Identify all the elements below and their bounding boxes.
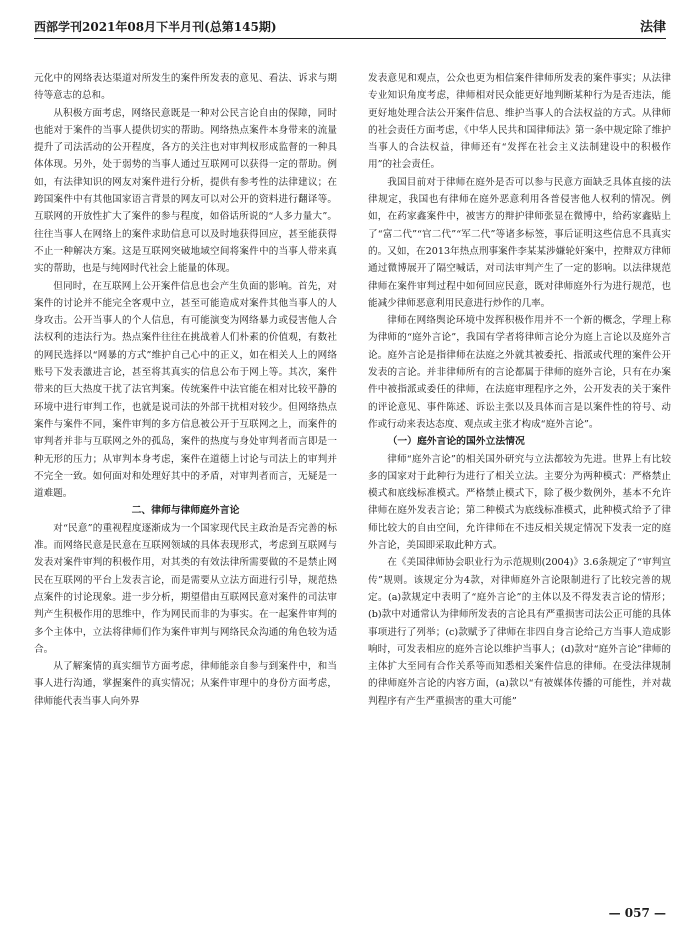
right-column xyxy=(368,70,671,710)
journal-title: 西部学刊2021年08月下半月刊(总第145期) xyxy=(34,20,277,34)
left-column xyxy=(34,70,337,710)
page-header xyxy=(34,14,666,39)
paragraph: 元化中的网络表达渠道对所发生的案件所发表的意见、看法、诉求与期待等意志的总和。 xyxy=(34,73,337,102)
paragraph: 律师在网络舆论环境中发挥积极作用并不一个新的概念，学理上称为律师的“庭外言论”，我国有学者将律师言论分为庭上言论以及庭外言论。庭外言论是指律师在法庭之外就其被委托、指派或代理的案件公开发表的言论。并非律师所有的言论都属于律师的庭外言论，只有在办案件中被指派或委任的律师，在法庭审理程序之外，公开发表的关于案件的评论意见、事件陈述、诉讼主张以及具体而言是以案件性的符号、动作或行动来表达态度、观点或主张才构成“庭外言论”。 xyxy=(368,315,671,430)
subsection-heading: （一）庭外言论的国外立法情况 xyxy=(387,436,525,448)
paragraph: 从积极方面考虑，网络民意既是一种对公民言论自由的保障，同时也能对于案件的当事人提供切实的帮助。网络热点案件本身带来的流量提升了司法活动的公开程度，各方的关注也对审判权形成监督的一种具体体现。另外，处于弱势的当事人通过互联网可以获得一定的帮助。例如，有法律知识的网友对案件进行分析，提供有参考性的法律建议；在跨国案件中有其他国家语言背景的网友可以对公开的资料进行翻译等。互联网的开放性扩大了案件的参与程度，如俗话所说的“人多力量大”。往往当事人在网络上的案件求助信息可以及时地获得回应，甚至能获得不止一种解决方案。这是互联网突破地域空间将案件中的当事人带来真实的帮助，也是与纯网时代社会上能量的体现。 xyxy=(34,107,337,275)
page-number: — 057 — xyxy=(608,906,666,920)
paragraph: 在《美国律师协会职业行为示范规则(2004)》3.6条规定了“审判宣传”规则。该规定分为4款，对律师庭外言论限制进行了比较完善的规定。(a)款规定中表明了“庭外言论”的主体以及不得发表言论的情形；(b)款中对通常认为律师所发表的言论具有严重损害司法公正可能的具体事项进行了列举；(c)款赋予了律师在非四自身言论给己方当事人造成影响时，可发表相应的庭外言论以维护当事人；(d)款对“庭外言论”律师的主体扩大至同有合作关系等而知悉相关案件信息的律师。在受法律规制的律师庭外言论的内容方面，(a)款以“有被媒体传播的可能性，并对裁判程序有产生严重损害的重大可能” xyxy=(368,557,671,707)
section-heading: 二、律师与律师庭外言论 xyxy=(131,505,240,517)
section-label: 法律 xyxy=(639,20,666,35)
paragraph: 从了解案情的真实细节方面考虑，律师能亲自参与到案件中，和当事人进行沟通，掌握案件的真实情况；从案件审理中的身份方面考虑，律师能代表当事人向外界 xyxy=(34,661,337,707)
paragraph: 我国目前对于律师在庭外是否可以参与民意方面缺乏具体直接的法律规定，我国也有律师在庭外恶意利用各普侵害他人权利的情况。例如，在药家鑫案件中，被害方的辩护律师张显在微博中，给药家鑫贴上了“富二代”“官二代”“军二代”等诸多标签，事后证明这些信息不具真实的。又如，在2013年热点刑事案件李某某涉嫌轮奸案中，控辩双方律师通过微博展开了隔空喊话，对司法审判产生了一定的影响。以法律规范律师在案件审判过程中如何回应民意，既对律师庭外行为进行规范，也能减少律师恶意利用民意进行炒作的几率。 xyxy=(368,176,671,309)
paragraph: 但同时，在互联网上公开案件信息也会产生负面的影响。首先，对案件的讨论并不能完全客观中立，甚至可能造成对案件其他当事人的人身攻击。公开当事人的个人信息，有可能演变为网络暴力或侵害他人合法权利的违法行为。热点案件往往在挑战着人们朴素的价值观，有数社的网民选择以“网暴的方式”维护自己心中的正义，如在相关人上的网络账号下发表激进言论，甚至将其真实的信息公布于网上等。其次，案件带来的巨大热度干扰了法官判案。传统案件中法官能在相对比较平静的环境中进行审判工作，也就是说司法的外部干扰相对较少。但网络热点案件与案件不同，案件审判的多方信息被公开于互联网之上，而案件的审判者并非与互联网之外的孤岛，案件的热度与身处审判者而言即是一种无形的压力；从审判本身考虑，案件在道德上讨论与司法上的审判并不完全一致。如何面对和处理好其中的矛盾，对审判者而言，无疑是一道难题。 xyxy=(34,280,337,500)
paragraph: 对“民意”的重视程度逐渐成为一个国家现代民主政治是否完善的标准。而网络民意是民意在互联网领域的具体表现形式，考虑到互联网与发表对案件审判的积极作用，对其类的有效法律所需要做的不是禁止网民在互联网的平台上发表言论，而是需要从立法方面进行引导，规范热点案件的讨论现象。进一步分析，期望借由互联网民意对案件的司法审判产生积极作用的思维中，作为网民而非的为事实。在一起案件审判的多个主体中，立法将律师们作为案件审判与网络民众沟通的角色较为适合。 xyxy=(34,522,337,655)
paragraph: 发表意见和观点，公众也更为相信案件律师所发表的案件事实；从法律专业知识角度考虑，律师相对民众能更好地判断某种行为是否违法，能更好地处理合法公开案件信息、维护当事人的合法权益的方式。从律师的社会责任方面考虑，《中华人民共和国律师法》第一条中规定除了维护当事人的合法权益，律师还有“发挥在社会主义法制建设中的积极作用”的社会责任。 xyxy=(368,73,671,171)
paragraph: 律师“庭外言论”的相关国外研究与立法都较为先进。世界上有比较多的国家对于此种行为进行了相关立法。主要分为两种模式：严格禁止模式和底线标准模式。严格禁止模式下，除了极少数例外，基本不允许律师在庭外发表言论；第二种模式为底线标准模式，此种模式给予了律师比较大的自由空间，允许律师在不违反相关规定情况下发表一定的庭外言论，美国即采取此种方式。 xyxy=(368,453,671,552)
